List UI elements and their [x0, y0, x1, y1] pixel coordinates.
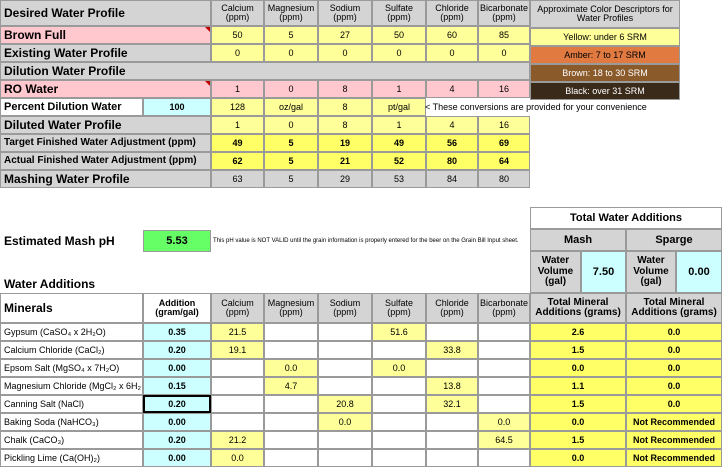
mash-total-mineral: 1.1 [530, 377, 626, 395]
mash-water-volume-input[interactable]: 7.50 [581, 251, 626, 293]
mineral-name: Chalk (CaCO₃) [0, 431, 143, 449]
conversion-value-2: 8 [318, 98, 372, 116]
mineral-name: Pickling Lime (Ca(OH)₂) [0, 449, 143, 467]
diluted-value-5[interactable]: 16 [478, 116, 530, 134]
color-descriptor-1: Amber: 7 to 17 SRM [530, 46, 680, 64]
total-water-additions-title: Total Water Additions [530, 207, 722, 229]
diluted-value-3[interactable]: 1 [372, 116, 426, 134]
mineral-hco3-value: 64.5 [478, 431, 530, 449]
actual-value-4[interactable]: 80 [426, 152, 478, 170]
mineral-cl-value [426, 359, 478, 377]
existing-value-2[interactable]: 0 [318, 44, 372, 62]
mashing-value-5[interactable]: 80 [478, 170, 530, 188]
color-descriptor-0: Yellow: under 6 SRM [530, 28, 680, 46]
mineral-so4-value: 51.6 [372, 323, 426, 341]
mash-total-mineral: 1.5 [530, 341, 626, 359]
unit-header-2: Sodium (ppm) [318, 0, 372, 26]
mineral-mg-value [264, 395, 318, 413]
mineral-ca-value [211, 359, 264, 377]
sparge-total-mineral: 0.0 [626, 341, 722, 359]
mineral-na-value [318, 323, 372, 341]
mash-total-mineral: 0.0 [530, 359, 626, 377]
mineral-na-value [318, 377, 372, 395]
addition-column-header: Addition (gram/gal) [143, 293, 211, 323]
mineral-unit-header-4: Chloride (ppm) [426, 293, 478, 323]
color-descriptor-title: Approximate Color Descriptors for Water Profiles [530, 0, 680, 28]
existing-value-5[interactable]: 0 [478, 44, 530, 62]
sparge-total-mineral: 0.0 [626, 395, 722, 413]
mineral-name: Magnesium Chloride (MgCl₂ x 6H₂ [0, 377, 143, 395]
mineral-unit-header-1: Magnesium (ppm) [264, 293, 318, 323]
mineral-mg-value: 0.0 [264, 359, 318, 377]
percent-dilution-input[interactable]: 100 [143, 98, 211, 116]
unit-header-1: Magnesium (ppm) [264, 0, 318, 26]
mineral-mg-value: 4.7 [264, 377, 318, 395]
mashing-profile-title: Mashing Water Profile [0, 170, 211, 188]
actual-adjustment-label: Actual Finished Water Adjustment (ppm) [0, 152, 211, 170]
desired-value-3[interactable]: 50 [372, 26, 426, 44]
diluted-value-0[interactable]: 1 [211, 116, 264, 134]
mineral-hco3-value [478, 395, 530, 413]
mash-total-mineral: 1.5 [530, 395, 626, 413]
mash-total-mineral: 1.5 [530, 431, 626, 449]
mineral-so4-value [372, 395, 426, 413]
mineral-unit-header-2: Sodium (ppm) [318, 293, 372, 323]
desired-value-0[interactable]: 50 [211, 26, 264, 44]
mineral-cl-value [426, 431, 478, 449]
mineral-cl-value [426, 323, 478, 341]
target-value-3[interactable]: 49 [372, 134, 426, 152]
mineral-hco3-value [478, 323, 530, 341]
desired-profile-title: Desired Water Profile [0, 0, 211, 26]
dilution-value-4[interactable]: 4 [426, 80, 478, 98]
mineral-hco3-value: 0.0 [478, 413, 530, 431]
mineral-cl-value: 32.1 [426, 395, 478, 413]
percent-dilution-label: Percent Dilution Water [0, 98, 143, 116]
mineral-mg-value [264, 431, 318, 449]
existing-value-3[interactable]: 0 [372, 44, 426, 62]
mineral-so4-value [372, 431, 426, 449]
dilution-profile-title: Dilution Water Profile [0, 62, 530, 80]
actual-value-2[interactable]: 21 [318, 152, 372, 170]
mineral-addition-input[interactable]: 0.00 [143, 413, 211, 431]
conversion-note: < These conversions are provided for your convenience [425, 101, 647, 112]
mash-total-mineral: 2.6 [530, 323, 626, 341]
mineral-addition-input[interactable]: 0.00 [143, 359, 211, 377]
desired-value-5[interactable]: 85 [478, 26, 530, 44]
mash-ph-label: Estimated Mash pH [4, 234, 115, 248]
dilution-profile-name[interactable]: RO Water [0, 80, 211, 98]
desired-value-4[interactable]: 60 [426, 26, 478, 44]
mineral-ca-value [211, 413, 264, 431]
mineral-ca-value: 0.0 [211, 449, 264, 467]
existing-value-4[interactable]: 0 [426, 44, 478, 62]
mineral-na-value: 0.0 [318, 413, 372, 431]
target-value-4[interactable]: 56 [426, 134, 478, 152]
mineral-addition-input[interactable]: 0.20 [143, 395, 211, 413]
actual-value-5[interactable]: 64 [478, 152, 530, 170]
mashing-value-2[interactable]: 29 [318, 170, 372, 188]
mashing-value-0[interactable]: 63 [211, 170, 264, 188]
sparge-total-mineral: Not Recommended [626, 413, 722, 431]
dilution-value-5[interactable]: 16 [478, 80, 530, 98]
mineral-hco3-value [478, 359, 530, 377]
mineral-so4-value [372, 449, 426, 467]
mineral-unit-header-0: Calcium (ppm) [211, 293, 264, 323]
actual-value-3[interactable]: 52 [372, 152, 426, 170]
dilution-value-3[interactable]: 1 [372, 80, 426, 98]
mineral-cl-value [426, 413, 478, 431]
conversion-value-3: pt/gal [372, 98, 426, 116]
mineral-so4-value [372, 377, 426, 395]
mineral-so4-value [372, 413, 426, 431]
existing-value-1[interactable]: 0 [264, 44, 318, 62]
sparge-total-mineral: 0.0 [626, 377, 722, 395]
mineral-cl-value: 33.8 [426, 341, 478, 359]
mineral-so4-value: 0.0 [372, 359, 426, 377]
existing-value-0[interactable]: 0 [211, 44, 264, 62]
mineral-ca-value: 21.5 [211, 323, 264, 341]
mineral-hco3-value [478, 341, 530, 359]
mineral-hco3-value [478, 377, 530, 395]
diluted-value-4[interactable]: 4 [426, 116, 478, 134]
mash-total-mineral: 0.0 [530, 413, 626, 431]
mineral-ca-value [211, 377, 264, 395]
unit-header-4: Chloride (ppm) [426, 0, 478, 26]
mineral-name: Baking Soda (NaHCO₃) [0, 413, 143, 431]
mineral-name: Gypsum (CaSO₄ x 2H₂O) [0, 323, 143, 341]
color-descriptor-2: Brown: 18 to 30 SRM [530, 64, 680, 82]
actual-value-1[interactable]: 5 [264, 152, 318, 170]
mineral-so4-value [372, 341, 426, 359]
mineral-mg-value [264, 413, 318, 431]
mineral-cl-value: 13.8 [426, 377, 478, 395]
target-value-2[interactable]: 19 [318, 134, 372, 152]
sparge-total-mineral: Not Recommended [626, 449, 722, 467]
diluted-value-2[interactable]: 8 [318, 116, 372, 134]
mineral-name: Epsom Salt (MgSO₄ x 7H₂O) [0, 359, 143, 377]
mineral-mg-value [264, 323, 318, 341]
mineral-addition-input[interactable]: 0.35 [143, 323, 211, 341]
diluted-value-1[interactable]: 0 [264, 116, 318, 134]
mineral-ca-value: 19.1 [211, 341, 264, 359]
conversion-value-0: 128 [211, 98, 264, 116]
actual-value-0[interactable]: 62 [211, 152, 264, 170]
mash-column-header: Mash [530, 229, 626, 251]
sparge-column-header: Sparge [626, 229, 722, 251]
sparge-water-volume-input[interactable]: 0.00 [676, 251, 722, 293]
mineral-addition-input[interactable]: 0.20 [143, 431, 211, 449]
mineral-addition-input[interactable]: 0.00 [143, 449, 211, 467]
mash-ph-note: This pH value is NOT VALID until the grain information is properly entered for the beer on the Grain Bill Input sheet. [213, 237, 519, 244]
sparge-total-minerals-header: Total Mineral Additions (grams) [626, 293, 722, 323]
mash-ph-value: 5.53 [143, 230, 211, 252]
mineral-ca-value [211, 395, 264, 413]
sparge-water-volume-label: Water Volume (gal) [626, 251, 676, 293]
mash-total-mineral: 0.0 [530, 449, 626, 467]
mineral-mg-value [264, 341, 318, 359]
mineral-addition-input[interactable]: 0.20 [143, 341, 211, 359]
dilution-value-1[interactable]: 0 [264, 80, 318, 98]
mash-water-volume-label: Water Volume (gal) [530, 251, 581, 293]
mineral-name: Calcium Chloride (CaCl₂) [0, 341, 143, 359]
mineral-na-value: 20.8 [318, 395, 372, 413]
mash-total-minerals-header: Total Mineral Additions (grams) [530, 293, 626, 323]
desired-profile-name[interactable]: Brown Full [0, 26, 211, 44]
unit-header-3: Sulfate (ppm) [372, 0, 426, 26]
color-descriptor-3: Black: over 31 SRM [530, 82, 680, 100]
diluted-profile-title: Diluted Water Profile [0, 116, 211, 134]
desired-value-2[interactable]: 27 [318, 26, 372, 44]
mineral-na-value [318, 359, 372, 377]
mashing-value-4[interactable]: 84 [426, 170, 478, 188]
unit-header-0: Calcium (ppm) [211, 0, 264, 26]
conversion-value-1: oz/gal [264, 98, 318, 116]
mineral-unit-header-5: Bicarbonate (ppm) [478, 293, 530, 323]
dilution-value-2[interactable]: 8 [318, 80, 372, 98]
mineral-hco3-value [478, 449, 530, 467]
dilution-value-0[interactable]: 1 [211, 80, 264, 98]
target-value-5[interactable]: 69 [478, 134, 530, 152]
sparge-total-mineral: Not Recommended [626, 431, 722, 449]
water-additions-title: Water Additions [4, 277, 96, 291]
target-adjustment-label: Target Finished Water Adjustment (ppm) [0, 134, 211, 152]
target-value-1[interactable]: 5 [264, 134, 318, 152]
mineral-na-value [318, 341, 372, 359]
mineral-name: Canning Salt (NaCl) [0, 395, 143, 413]
mashing-value-1[interactable]: 5 [264, 170, 318, 188]
desired-value-1[interactable]: 5 [264, 26, 318, 44]
mineral-unit-header-3: Sulfate (ppm) [372, 293, 426, 323]
mineral-ca-value: 21.2 [211, 431, 264, 449]
mashing-value-3[interactable]: 53 [372, 170, 426, 188]
mineral-addition-input[interactable]: 0.15 [143, 377, 211, 395]
unit-header-5: Bicarbonate (ppm) [478, 0, 530, 26]
sparge-total-mineral: 0.0 [626, 359, 722, 377]
mineral-mg-value [264, 449, 318, 467]
mineral-na-value [318, 449, 372, 467]
minerals-column-header: Minerals [0, 293, 143, 323]
mineral-cl-value [426, 449, 478, 467]
mineral-na-value [318, 431, 372, 449]
sparge-total-mineral: 0.0 [626, 323, 722, 341]
existing-profile-title: Existing Water Profile [0, 44, 211, 62]
target-value-0[interactable]: 49 [211, 134, 264, 152]
